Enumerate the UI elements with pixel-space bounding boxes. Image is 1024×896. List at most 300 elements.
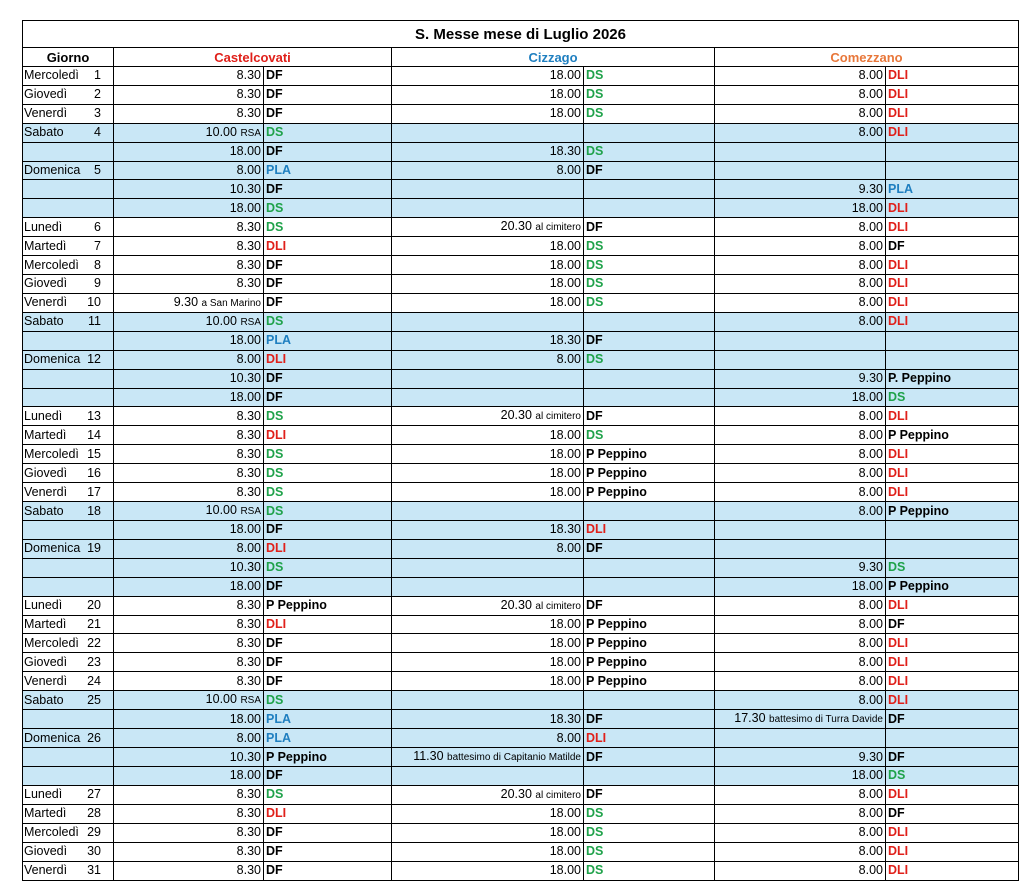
comezzano-celebrant-cell bbox=[886, 672, 1019, 691]
castelcovati-celebrant-cell bbox=[264, 388, 392, 407]
comezzano-celebrant-cell bbox=[886, 634, 1019, 653]
castelcovati-time-cell bbox=[114, 577, 264, 596]
cizzago-time-cell bbox=[392, 123, 584, 142]
mass-time: 8.00 bbox=[858, 806, 883, 821]
cizzago-time-cell bbox=[392, 748, 584, 767]
castelcovati-celebrant-cell bbox=[264, 748, 392, 767]
mass-time: 18.00 bbox=[229, 711, 261, 726]
table-row bbox=[23, 180, 1019, 199]
cizzago-time-cell bbox=[392, 615, 584, 634]
mass-time: 8.00 bbox=[236, 352, 261, 367]
comezzano-time-cell bbox=[715, 596, 886, 615]
table-row bbox=[23, 710, 1019, 729]
comezzano-celebrant-cell bbox=[886, 691, 1019, 710]
day-number: 17 bbox=[87, 484, 101, 499]
day-number: 20 bbox=[87, 598, 101, 613]
castelcovati-celebrant-cell bbox=[264, 293, 392, 312]
table-row bbox=[23, 502, 1019, 521]
celebrant-code: DLI bbox=[888, 257, 909, 272]
day-number: 25 bbox=[87, 692, 101, 707]
mass-time: 10.00 bbox=[205, 124, 237, 139]
day-number: 16 bbox=[87, 465, 101, 480]
day-cell bbox=[23, 804, 114, 823]
comezzano-time-cell bbox=[715, 729, 886, 748]
day-name: Giovedì bbox=[24, 654, 68, 669]
comezzano-celebrant-cell bbox=[886, 256, 1019, 275]
cizzago-celebrant-cell bbox=[584, 653, 715, 672]
mass-time: 18.00 bbox=[549, 238, 581, 253]
mass-time: 9.30 bbox=[858, 371, 883, 386]
table-row bbox=[23, 312, 1019, 331]
mass-time: 18.00 bbox=[851, 768, 883, 783]
celebrant-code: DF bbox=[266, 390, 283, 405]
table-row bbox=[23, 293, 1019, 312]
celebrant-code: DLI bbox=[888, 276, 909, 291]
castelcovati-time-cell bbox=[114, 445, 264, 464]
castelcovati-time-cell bbox=[114, 123, 264, 142]
cizzago-celebrant-cell bbox=[584, 237, 715, 256]
celebrant-code: P Peppino bbox=[888, 503, 949, 518]
day-number: 14 bbox=[87, 427, 101, 442]
comezzano-time-cell bbox=[715, 123, 886, 142]
mass-time: 8.00 bbox=[858, 276, 883, 291]
table-row bbox=[23, 123, 1019, 142]
mass-time: 18.00 bbox=[549, 68, 581, 83]
day-number: 24 bbox=[87, 673, 101, 688]
cizzago-time-cell bbox=[392, 142, 584, 161]
mass-note: RSA bbox=[240, 316, 261, 328]
day-cell bbox=[23, 199, 114, 218]
comezzano-time-cell bbox=[715, 767, 886, 786]
mass-time: 8.00 bbox=[858, 465, 883, 480]
castelcovati-time-cell bbox=[114, 842, 264, 861]
celebrant-code: P Peppino bbox=[586, 635, 647, 650]
mass-time: 8.00 bbox=[556, 352, 581, 367]
day-number: 5 bbox=[94, 163, 101, 177]
celebrant-code: DF bbox=[266, 181, 283, 196]
mass-time: 8.00 bbox=[858, 598, 883, 613]
castelcovati-time-cell bbox=[114, 350, 264, 369]
cizzago-celebrant-cell bbox=[584, 426, 715, 445]
celebrant-code: DLI bbox=[888, 484, 909, 499]
day-cell bbox=[23, 407, 114, 426]
day-number: 22 bbox=[87, 635, 101, 650]
day-number: 11 bbox=[88, 314, 101, 329]
day-cell bbox=[23, 67, 114, 86]
mass-time: 8.30 bbox=[236, 87, 261, 102]
mass-note: al cimitero bbox=[535, 789, 581, 801]
cizzago-celebrant-cell bbox=[584, 218, 715, 237]
mass-time: 8.00 bbox=[236, 163, 261, 177]
celebrant-code: DLI bbox=[888, 106, 909, 121]
celebrant-code: DF bbox=[266, 144, 283, 159]
castelcovati-time-cell bbox=[114, 388, 264, 407]
cizzago-time-cell bbox=[392, 502, 584, 521]
cizzago-celebrant-cell bbox=[584, 861, 715, 880]
day-name: Mercoledì bbox=[24, 68, 79, 83]
cizzago-celebrant-cell bbox=[584, 104, 715, 123]
celebrant-code: DS bbox=[586, 863, 604, 878]
comezzano-time-cell bbox=[715, 577, 886, 596]
comezzano-time-cell bbox=[715, 369, 886, 388]
celebrant-code: DF bbox=[888, 711, 905, 726]
mass-time: 11.30 bbox=[413, 749, 444, 764]
mass-time: 8.30 bbox=[236, 863, 261, 878]
castelcovati-celebrant-cell bbox=[264, 653, 392, 672]
day-name: Giovedì bbox=[24, 276, 68, 291]
celebrant-code: DLI bbox=[888, 654, 909, 669]
mass-time: 9.30 bbox=[858, 560, 883, 575]
mass-time: 18.00 bbox=[851, 579, 883, 594]
day-cell bbox=[23, 691, 114, 710]
day-name: Giovedì bbox=[24, 465, 68, 480]
celebrant-code: DF bbox=[266, 295, 283, 310]
table-row bbox=[23, 804, 1019, 823]
celebrant-code: P Peppino bbox=[586, 673, 647, 688]
castelcovati-time-cell bbox=[114, 521, 264, 540]
day-number: 9 bbox=[94, 276, 101, 291]
comezzano-time-cell bbox=[715, 804, 886, 823]
mass-time: 18.00 bbox=[549, 295, 581, 310]
table-row bbox=[23, 634, 1019, 653]
celebrant-code: DF bbox=[266, 276, 283, 291]
mass-time: 8.30 bbox=[236, 219, 261, 234]
day-number: 19 bbox=[87, 541, 101, 556]
castelcovati-celebrant-cell bbox=[264, 275, 392, 294]
celebrant-code: DLI bbox=[888, 219, 909, 234]
castelcovati-celebrant-cell bbox=[264, 161, 392, 180]
mass-time: 17.30 bbox=[734, 711, 766, 726]
cizzago-time-cell bbox=[392, 558, 584, 577]
comezzano-celebrant-cell bbox=[886, 767, 1019, 786]
mass-time: 10.00 bbox=[205, 503, 237, 518]
mass-time: 8.30 bbox=[236, 617, 261, 632]
castelcovati-celebrant-cell bbox=[264, 804, 392, 823]
castelcovati-time-cell bbox=[114, 293, 264, 312]
celebrant-code: DS bbox=[586, 238, 604, 253]
day-cell bbox=[23, 369, 114, 388]
table-row bbox=[23, 558, 1019, 577]
cizzago-celebrant-cell bbox=[584, 577, 715, 596]
mass-time: 8.00 bbox=[556, 163, 581, 177]
table-row bbox=[23, 237, 1019, 256]
celebrant-code: DF bbox=[266, 371, 283, 386]
mass-time: 8.00 bbox=[236, 541, 261, 556]
celebrant-code: DF bbox=[586, 711, 603, 726]
comezzano-time-cell bbox=[715, 388, 886, 407]
comezzano-celebrant-cell bbox=[886, 445, 1019, 464]
mass-time: 8.30 bbox=[236, 465, 261, 480]
mass-time: 8.30 bbox=[236, 238, 261, 253]
cizzago-time-cell bbox=[392, 407, 584, 426]
day-cell bbox=[23, 123, 114, 142]
celebrant-code: DS bbox=[266, 787, 284, 802]
mass-time: 18.30 bbox=[549, 333, 581, 348]
table-row bbox=[23, 199, 1019, 218]
comezzano-time-cell bbox=[715, 237, 886, 256]
mass-time: 8.00 bbox=[858, 238, 883, 253]
day-cell bbox=[23, 275, 114, 294]
celebrant-code: DS bbox=[586, 352, 604, 367]
comezzano-celebrant-cell bbox=[886, 161, 1019, 180]
mass-time: 8.30 bbox=[236, 484, 261, 499]
cizzago-celebrant-cell bbox=[584, 407, 715, 426]
day-cell bbox=[23, 502, 114, 521]
mass-note: RSA bbox=[240, 695, 261, 707]
mass-time: 18.00 bbox=[549, 446, 581, 461]
mass-time: 8.30 bbox=[236, 257, 261, 272]
mass-time: 8.00 bbox=[858, 617, 883, 632]
celebrant-code: DS bbox=[586, 825, 604, 840]
castelcovati-time-cell bbox=[114, 691, 264, 710]
castelcovati-celebrant-cell bbox=[264, 842, 392, 861]
mass-time: 8.30 bbox=[236, 806, 261, 821]
day-name: Domenica bbox=[24, 541, 81, 556]
castelcovati-celebrant-cell bbox=[264, 634, 392, 653]
castelcovati-celebrant-cell bbox=[264, 85, 392, 104]
day-name: Martedì bbox=[24, 238, 67, 253]
castelcovati-time-cell bbox=[114, 218, 264, 237]
castelcovati-celebrant-cell bbox=[264, 426, 392, 445]
day-number: 6 bbox=[94, 219, 101, 234]
day-cell bbox=[23, 767, 114, 786]
cizzago-time-cell bbox=[392, 804, 584, 823]
celebrant-code: P Peppino bbox=[266, 749, 327, 764]
cizzago-time-cell bbox=[392, 350, 584, 369]
day-cell bbox=[23, 539, 114, 558]
mass-time: 8.30 bbox=[236, 68, 261, 83]
cizzago-time-cell bbox=[392, 672, 584, 691]
castelcovati-celebrant-cell bbox=[264, 350, 392, 369]
comezzano-time-cell bbox=[715, 502, 886, 521]
castelcovati-celebrant-cell bbox=[264, 710, 392, 729]
table-row bbox=[23, 785, 1019, 804]
castelcovati-celebrant-cell bbox=[264, 331, 392, 350]
celebrant-code: DS bbox=[888, 560, 906, 575]
mass-time: 18.30 bbox=[549, 711, 581, 726]
celebrant-code: DS bbox=[266, 560, 284, 575]
cizzago-time-cell bbox=[392, 256, 584, 275]
celebrant-code: DLI bbox=[266, 806, 287, 821]
celebrant-code: PLA bbox=[266, 163, 291, 177]
mass-time: 8.00 bbox=[858, 257, 883, 272]
day-cell bbox=[23, 293, 114, 312]
celebrant-code: DLI bbox=[888, 787, 909, 802]
day-number: 15 bbox=[87, 446, 101, 461]
celebrant-code: DLI bbox=[888, 125, 909, 140]
celebrant-code: DS bbox=[266, 314, 284, 329]
mass-time: 8.00 bbox=[858, 68, 883, 83]
comezzano-celebrant-cell bbox=[886, 823, 1019, 842]
day-cell bbox=[23, 577, 114, 596]
comezzano-time-cell bbox=[715, 653, 886, 672]
celebrant-code: DS bbox=[586, 806, 604, 821]
day-number: 10 bbox=[87, 295, 101, 310]
mass-time: 8.00 bbox=[858, 106, 883, 121]
day-number: 21 bbox=[87, 617, 101, 632]
mass-time: 8.30 bbox=[236, 446, 261, 461]
mass-time: 8.00 bbox=[858, 654, 883, 669]
mass-time: 18.00 bbox=[549, 825, 581, 840]
day-cell bbox=[23, 558, 114, 577]
comezzano-celebrant-cell bbox=[886, 142, 1019, 161]
comezzano-time-cell bbox=[715, 672, 886, 691]
castelcovati-time-cell bbox=[114, 237, 264, 256]
mass-time: 8.00 bbox=[858, 503, 883, 518]
castelcovati-time-cell bbox=[114, 464, 264, 483]
header-giorno: Giorno bbox=[23, 48, 114, 67]
castelcovati-celebrant-cell bbox=[264, 785, 392, 804]
comezzano-celebrant-cell bbox=[886, 502, 1019, 521]
castelcovati-celebrant-cell bbox=[264, 312, 392, 331]
comezzano-celebrant-cell bbox=[886, 785, 1019, 804]
mass-time: 10.30 bbox=[229, 181, 261, 196]
mass-time: 18.30 bbox=[549, 522, 581, 537]
cizzago-celebrant-cell bbox=[584, 767, 715, 786]
page-title: S. Messe mese di Luglio 2026 bbox=[23, 21, 1019, 48]
comezzano-time-cell bbox=[715, 293, 886, 312]
castelcovati-celebrant-cell bbox=[264, 123, 392, 142]
castelcovati-celebrant-cell bbox=[264, 861, 392, 880]
castelcovati-time-cell bbox=[114, 672, 264, 691]
castelcovati-time-cell bbox=[114, 502, 264, 521]
table-row bbox=[23, 426, 1019, 445]
day-number: 7 bbox=[94, 238, 101, 253]
mass-time: 9.30 bbox=[858, 181, 883, 196]
cizzago-celebrant-cell bbox=[584, 85, 715, 104]
castelcovati-time-cell bbox=[114, 180, 264, 199]
cizzago-celebrant-cell bbox=[584, 464, 715, 483]
day-cell bbox=[23, 634, 114, 653]
day-cell bbox=[23, 312, 114, 331]
cizzago-celebrant-cell bbox=[584, 672, 715, 691]
comezzano-time-cell bbox=[715, 539, 886, 558]
mass-time: 18.00 bbox=[549, 257, 581, 272]
castelcovati-celebrant-cell bbox=[264, 483, 392, 502]
castelcovati-celebrant-cell bbox=[264, 180, 392, 199]
mass-time: 18.00 bbox=[229, 200, 261, 215]
comezzano-celebrant-cell bbox=[886, 748, 1019, 767]
castelcovati-time-cell bbox=[114, 426, 264, 445]
day-number: 2 bbox=[94, 87, 101, 102]
table-row bbox=[23, 464, 1019, 483]
table-row bbox=[23, 331, 1019, 350]
celebrant-code: DF bbox=[266, 106, 283, 121]
cizzago-time-cell bbox=[392, 388, 584, 407]
table-row bbox=[23, 67, 1019, 86]
cizzago-celebrant-cell bbox=[584, 331, 715, 350]
day-name: Domenica bbox=[24, 730, 81, 745]
mass-time: 8.00 bbox=[858, 219, 883, 234]
mass-time: 18.00 bbox=[549, 87, 581, 102]
table-row bbox=[23, 445, 1019, 464]
celebrant-code: DLI bbox=[266, 541, 287, 556]
day-cell bbox=[23, 729, 114, 748]
day-name: Lunedì bbox=[24, 787, 63, 802]
mass-note: battesimo di Capitanio Matilde bbox=[447, 752, 581, 764]
table-row bbox=[23, 842, 1019, 861]
mass-time: 8.00 bbox=[858, 87, 883, 102]
day-number: 18 bbox=[87, 503, 101, 518]
cizzago-time-cell bbox=[392, 331, 584, 350]
cizzago-celebrant-cell bbox=[584, 293, 715, 312]
mass-time: 18.00 bbox=[549, 654, 581, 669]
comezzano-time-cell bbox=[715, 67, 886, 86]
celebrant-code: DLI bbox=[888, 844, 909, 859]
mass-time: 8.00 bbox=[556, 541, 581, 556]
mass-time: 18.00 bbox=[229, 579, 261, 594]
day-number: 3 bbox=[94, 106, 101, 121]
mass-time: 18.00 bbox=[229, 144, 261, 159]
celebrant-code: DF bbox=[586, 749, 603, 764]
mass-time: 10.30 bbox=[229, 749, 261, 764]
celebrant-code: DF bbox=[888, 617, 905, 632]
comezzano-time-cell bbox=[715, 464, 886, 483]
mass-note: al cimitero bbox=[535, 600, 581, 612]
mass-time: 18.00 bbox=[229, 522, 261, 537]
castelcovati-time-cell bbox=[114, 407, 264, 426]
mass-time: 10.30 bbox=[229, 371, 261, 386]
table-row bbox=[23, 861, 1019, 880]
castelcovati-celebrant-cell bbox=[264, 502, 392, 521]
celebrant-code: DF bbox=[586, 219, 603, 234]
mass-time: 8.30 bbox=[236, 654, 261, 669]
celebrant-code: DF bbox=[266, 825, 283, 840]
celebrant-code: DS bbox=[266, 200, 284, 215]
mass-note: al cimitero bbox=[535, 411, 581, 423]
castelcovati-celebrant-cell bbox=[264, 445, 392, 464]
mass-time: 8.00 bbox=[858, 692, 883, 707]
mass-note: a San Marino bbox=[201, 297, 261, 309]
cizzago-celebrant-cell bbox=[584, 823, 715, 842]
cizzago-celebrant-cell bbox=[584, 539, 715, 558]
mass-time: 10.00 bbox=[205, 313, 237, 328]
cizzago-celebrant-cell bbox=[584, 596, 715, 615]
castelcovati-time-cell bbox=[114, 710, 264, 729]
cizzago-time-cell bbox=[392, 293, 584, 312]
cizzago-time-cell bbox=[392, 634, 584, 653]
day-cell bbox=[23, 445, 114, 464]
castelcovati-time-cell bbox=[114, 142, 264, 161]
celebrant-code: PLA bbox=[266, 333, 291, 348]
cizzago-celebrant-cell bbox=[584, 275, 715, 294]
castelcovati-time-cell bbox=[114, 67, 264, 86]
celebrant-code: DS bbox=[888, 768, 906, 783]
day-name: Martedì bbox=[24, 806, 67, 821]
comezzano-time-cell bbox=[715, 823, 886, 842]
comezzano-time-cell bbox=[715, 218, 886, 237]
comezzano-celebrant-cell bbox=[886, 710, 1019, 729]
celebrant-code: DLI bbox=[888, 863, 909, 878]
mass-note: RSA bbox=[240, 506, 261, 518]
comezzano-celebrant-cell bbox=[886, 293, 1019, 312]
celebrant-code: DLI bbox=[888, 295, 909, 310]
mass-time: 8.00 bbox=[858, 825, 883, 840]
mass-time: 8.00 bbox=[858, 427, 883, 442]
table-row bbox=[23, 407, 1019, 426]
cizzago-time-cell bbox=[392, 180, 584, 199]
celebrant-code: DF bbox=[266, 673, 283, 688]
comezzano-celebrant-cell bbox=[886, 804, 1019, 823]
comezzano-celebrant-cell bbox=[886, 729, 1019, 748]
day-name: Venerdì bbox=[24, 863, 68, 878]
header-castelcovati: Castelcovati bbox=[114, 48, 392, 67]
celebrant-code: DS bbox=[586, 427, 604, 442]
castelcovati-celebrant-cell bbox=[264, 142, 392, 161]
table-row bbox=[23, 823, 1019, 842]
comezzano-time-cell bbox=[715, 331, 886, 350]
cizzago-celebrant-cell bbox=[584, 634, 715, 653]
